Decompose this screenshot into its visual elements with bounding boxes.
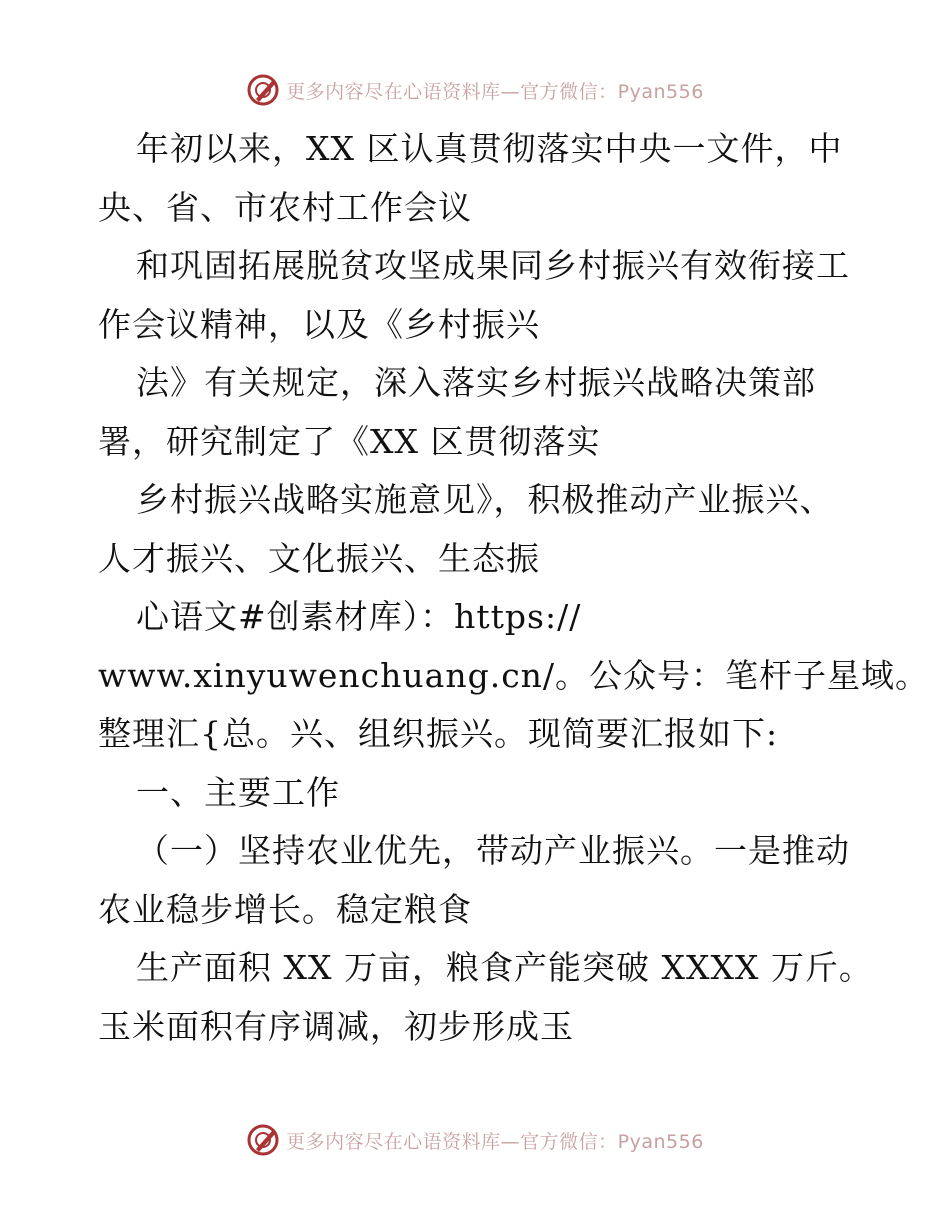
footer-banner (0, 1120, 950, 1160)
header-banner-text: 更多内容尽在心语资料库—官方微信：Pyan556 (286, 80, 704, 103)
text-line: 署，研究制定了《XX 区贯彻落实 (98, 421, 601, 461)
text-line: 人才振兴、文化振兴、生态振 (98, 538, 540, 578)
text-line: 整理汇{总。兴、组织振兴。现简要汇报如下: (98, 714, 779, 753)
pen-logo-icon (246, 73, 280, 107)
pen-logo-icon (246, 1123, 280, 1157)
text-line: 玉米面积有序调减，初步形成玉 (98, 1006, 574, 1046)
text-line: 心语文#创素材库）：https:// (136, 597, 582, 636)
text-line: 一、主要工作 (136, 772, 340, 812)
text-line: 生产面积 XX 万亩，粮食产能突破 XXXX 万斤。 (136, 948, 873, 987)
text-line: 和巩固拓展脱贫攻坚成果同乡村振兴有效衔接工 (136, 246, 850, 285)
text-line: 农业稳步增长。稳定粮食 (98, 889, 472, 929)
text-line: 年初以来，XX 区认真贯彻落实中央一文件，中 (136, 129, 843, 168)
text-line: 央、省、市农村工作会议 (98, 187, 472, 227)
text-line: 乡村振兴战略实施意见》，积极推动产业振兴、 (136, 480, 834, 519)
text-line: （一）坚持农业优先，带动产业振兴。一是推动 (136, 831, 850, 870)
header-banner (0, 70, 950, 110)
document-body (98, 120, 930, 1056)
footer-banner-text: 更多内容尽在心语资料库—官方微信：Pyan556 (286, 1130, 704, 1153)
text-line: 法》有关规定，深入落实乡村振兴战略决策部 (136, 363, 816, 402)
text-line: 作会议精神，以及《乡村振兴 (98, 304, 540, 344)
text-line: www.xinyuwenchuang.cn/。公众号：笔杆子星域。 (98, 655, 930, 695)
